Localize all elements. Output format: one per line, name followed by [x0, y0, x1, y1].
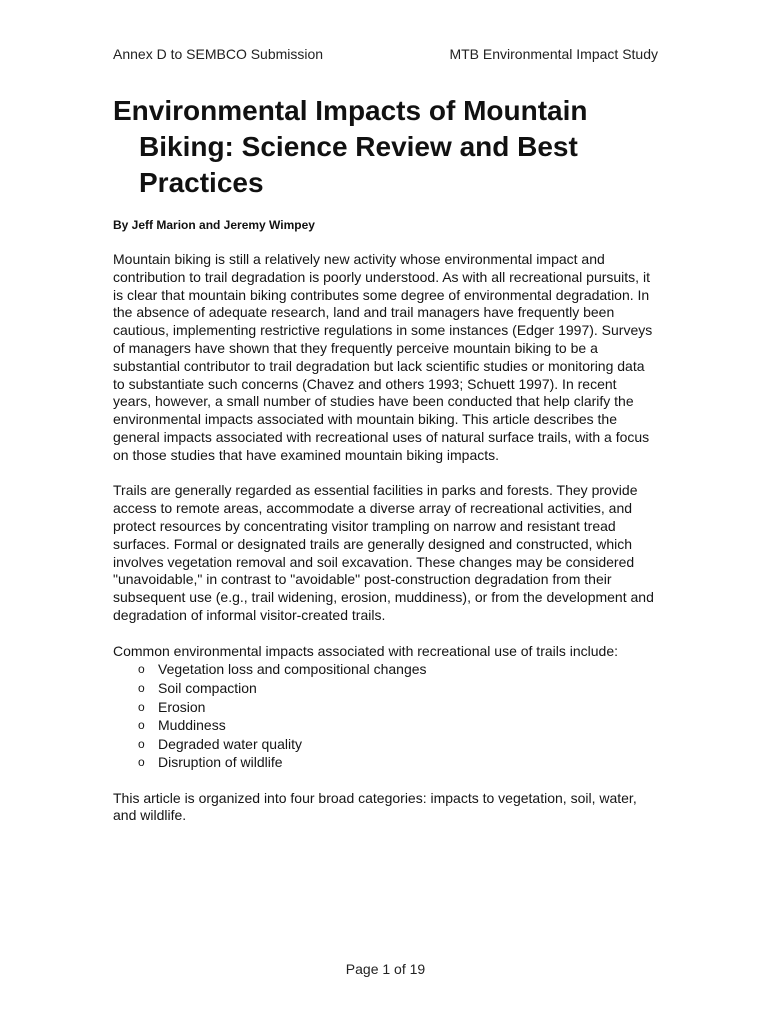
list-item-text: Degraded water quality — [158, 735, 302, 752]
list-item — [113, 753, 658, 772]
header-right-text: MTB Environmental Impact Study — [449, 46, 658, 62]
list-item — [113, 698, 658, 717]
paragraph-trails: Trails are generally regarded as essential facilities in parks and forests. They provide access to remote areas, accommodate a diverse array of recreational activities, and protect resources by concentrating visitor trampling on narrow and resistant tread surfaces. Formal or designated trails are generally designed and constructed, which involves vegetation removal and soil excavation. These changes may be considered "unavoidable," in contrast to "avoidable" post-construction degradation from their subsequent use (e.g., trail widening, erosion, muddiness), or from the development and degradation of informal visitor-created trails. — [113, 482, 654, 623]
list-item — [113, 679, 658, 698]
header-left-text: Annex D to SEMBCO Submission — [113, 46, 324, 62]
paragraph-closing: This article is organized into four broad categories: impacts to vegetation, soil, water, and wildlife. — [113, 789, 637, 824]
list-bullet: o — [138, 718, 145, 733]
list-item-text: Soil compaction — [158, 679, 257, 696]
list-item-text: Vegetation loss and compositional changes — [158, 661, 427, 678]
page-number: Page 1 of 19 — [345, 961, 426, 977]
list-bullet: o — [138, 699, 145, 714]
list-item — [113, 735, 658, 754]
impacts-list — [113, 660, 658, 772]
list-item-text: Muddiness — [158, 717, 226, 734]
list-item-text: Disruption of wildlife — [158, 754, 283, 771]
document-title: Environmental Impacts of Mountain Biking: Science Review and Best Practices — [113, 95, 588, 198]
list-item-text: Erosion — [158, 698, 206, 715]
list-item — [113, 660, 658, 679]
paragraph-list-intro: Common environmental impacts associated with recreational use of trails include: — [113, 642, 619, 659]
list-bullet: o — [138, 662, 145, 677]
author-byline: By Jeff Marion and Jeremy Wimpey — [113, 218, 315, 232]
list-bullet: o — [138, 755, 145, 770]
list-item — [113, 716, 658, 735]
list-bullet: o — [138, 680, 145, 695]
document-page — [113, 0, 658, 1024]
list-bullet: o — [138, 736, 145, 751]
document-body — [113, 251, 658, 843]
paragraph-intro: Mountain biking is still a relatively new activity whose environmental impact and contribution to trail degradation is poorly understood. As with all recreational pursuits, it is clear that mountain biking contributes some degree of environmental degradation. In the absence of adequate research, land and trail managers have frequently been cautious, implementing restrictive regulations in some instances (Edger 1997). Surveys of managers have shown that they frequently perceive mountain biking to be a substantial contributor to trail degradation but lack scientific studies or monitoring data to substantiate such concerns (Chavez and others 1993; Schuett 1997). In recent years, however, a small number of studies have been conducted that help clarify the environmental impacts associated with mountain biking. This article describes the general impacts associated with recreational uses of natural surface trails, with a focus on those studies that have examined mountain biking impacts. — [113, 251, 653, 463]
